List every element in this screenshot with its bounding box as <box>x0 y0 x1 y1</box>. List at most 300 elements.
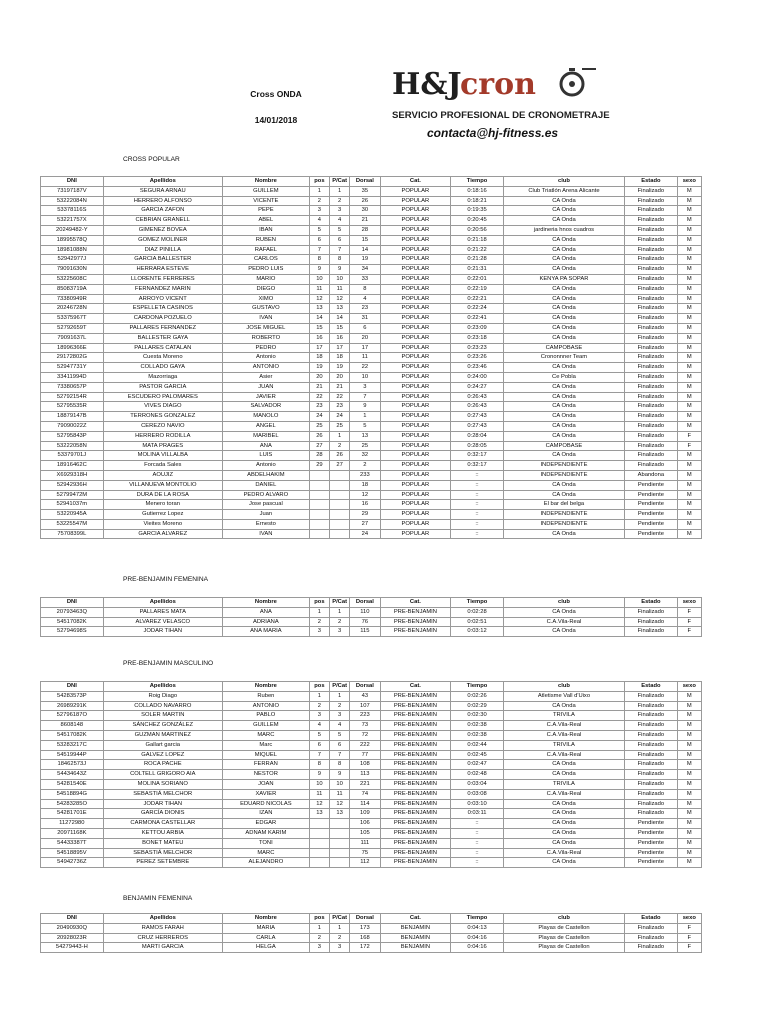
cell-pcat: 21 <box>330 382 350 392</box>
cell-tiempo: 0:32:17 <box>451 461 504 471</box>
column-header-club: club <box>503 682 624 692</box>
cell-estado: Finalizado <box>625 441 678 451</box>
cell-cat: POPULAR <box>380 265 451 275</box>
cell-apellidos: GIMENEZ BOVEA <box>103 225 222 235</box>
cell-apellidos: DURA DE LA ROSA <box>103 490 222 500</box>
cell-nombre: CARLA <box>222 933 309 943</box>
cell-dorsal: 111 <box>350 838 380 848</box>
cell-estado: Pendiente <box>625 490 678 500</box>
cell-apellidos: MOLINA VILLALBA <box>103 451 222 461</box>
cell-cat: POPULAR <box>380 274 451 284</box>
column-header-nombre: Nombre <box>222 914 309 924</box>
table-row <box>41 819 702 829</box>
cell-pos <box>309 519 329 529</box>
cell-club: Playas de Castellon <box>503 923 624 933</box>
cell-nombre: TONI <box>222 838 309 848</box>
cell-pos: 1 <box>309 186 329 196</box>
cell-dni: 18879147B <box>41 412 104 422</box>
cell-pos: 1 <box>309 691 329 701</box>
cell-tiempo: :: <box>451 838 504 848</box>
hj-crono-logo-graphic <box>392 66 602 116</box>
cell-tiempo: 0:18:21 <box>451 196 504 206</box>
cell-estado: Finalizado <box>625 206 678 216</box>
cell-club: CA Onda <box>503 701 624 711</box>
cell-club: CA Onda <box>503 838 624 848</box>
cell-apellidos: HERRERO RODILLA <box>103 431 222 441</box>
cell-dni: 53225608C <box>41 274 104 284</box>
cell-dni: 18996366E <box>41 343 104 353</box>
cell-nombre: JAVIER <box>222 392 309 402</box>
cell-nombre: ALEJANDRO <box>222 858 309 868</box>
cell-sexo: M <box>677 235 701 245</box>
cell-tiempo: :: <box>451 470 504 480</box>
cell-nombre: ANA <box>222 607 309 617</box>
column-header-dni: DNI <box>41 598 104 608</box>
cell-dni: 54434643Z <box>41 770 104 780</box>
cell-pos: 8 <box>309 255 329 265</box>
cell-dni: 18916462C <box>41 461 104 471</box>
cell-apellidos: GUZMAN MARTINEZ <box>103 730 222 740</box>
cell-apellidos: HERRARA ESTEVE <box>103 265 222 275</box>
cell-cat: POPULAR <box>380 519 451 529</box>
cell-cat: POPULAR <box>380 480 451 490</box>
cell-apellidos: PASTOR GARCIA <box>103 382 222 392</box>
cell-dni: 73197187V <box>41 186 104 196</box>
cell-pcat: 1 <box>330 923 350 933</box>
cell-sexo: M <box>677 750 701 760</box>
cell-club: CA Onda <box>503 382 624 392</box>
cell-pcat: 13 <box>330 304 350 314</box>
cell-pos: 3 <box>309 627 329 637</box>
cell-nombre: IVAN <box>222 529 309 539</box>
cell-apellidos: SOLER MARTIN <box>103 711 222 721</box>
cell-pcat <box>330 819 350 829</box>
cell-pos: 5 <box>309 730 329 740</box>
cell-apellidos: CARMONA CASTELLAR <box>103 819 222 829</box>
cell-pcat: 7 <box>330 245 350 255</box>
cell-sexo: M <box>677 848 701 858</box>
cell-sexo: M <box>677 392 701 402</box>
cell-dorsal: 75 <box>350 848 380 858</box>
cell-apellidos: SÁNCHEZ GONZÁLEZ <box>103 721 222 731</box>
cell-dni: 8608148 <box>41 721 104 731</box>
section-title-benjamin-femenina: BENJAMIN FEMENINA <box>123 895 193 902</box>
cell-sexo: M <box>677 711 701 721</box>
table-row <box>41 421 702 431</box>
cell-club: CA Onda <box>503 421 624 431</box>
cell-club: CA Onda <box>503 809 624 819</box>
table-row <box>41 441 702 451</box>
cell-pos <box>309 819 329 829</box>
cell-tiempo: 0:23:26 <box>451 353 504 363</box>
cell-dorsal: 107 <box>350 701 380 711</box>
cell-tiempo: 0:03:11 <box>451 809 504 819</box>
cell-tiempo: 0:22:21 <box>451 294 504 304</box>
cell-pcat: 24 <box>330 412 350 422</box>
cell-nombre: DANIEL <box>222 480 309 490</box>
cell-nombre: IZAN <box>222 809 309 819</box>
column-header-club: club <box>503 177 624 187</box>
cell-pcat <box>330 858 350 868</box>
cell-apellidos: GARCIA BALLESTER <box>103 255 222 265</box>
cell-dni: 52795535R <box>41 402 104 412</box>
cell-cat: PRE-BENJAMIN <box>380 789 451 799</box>
cell-club: TRIVILA <box>503 779 624 789</box>
cell-tiempo: 0:21:18 <box>451 235 504 245</box>
cell-pos: 14 <box>309 314 329 324</box>
cell-sexo: M <box>677 372 701 382</box>
cell-cat: POPULAR <box>380 490 451 500</box>
cell-tiempo: 0:18:16 <box>451 186 504 196</box>
cell-dorsal: 10 <box>350 372 380 382</box>
cell-dorsal: 113 <box>350 770 380 780</box>
cell-estado: Finalizado <box>625 314 678 324</box>
cell-sexo: M <box>677 421 701 431</box>
cell-pos: 6 <box>309 740 329 750</box>
cell-apellidos: MATA PRAGES <box>103 441 222 451</box>
cell-pos: 11 <box>309 284 329 294</box>
table-row <box>41 519 702 529</box>
cell-pos <box>309 500 329 510</box>
cell-dorsal: 9 <box>350 402 380 412</box>
hj-crono-logo <box>392 66 610 121</box>
cell-cat: POPULAR <box>380 304 451 314</box>
cell-nombre: ADRIANA <box>222 617 309 627</box>
cell-nombre: ADNAM KARIM <box>222 828 309 838</box>
cell-estado: Finalizado <box>625 402 678 412</box>
cell-dorsal: 223 <box>350 711 380 721</box>
cell-nombre: PEDRO LUIS <box>222 265 309 275</box>
cell-cat: POPULAR <box>380 500 451 510</box>
table-row <box>41 431 702 441</box>
cell-dorsal: 15 <box>350 235 380 245</box>
cell-sexo: M <box>677 382 701 392</box>
svg-text:H&J: H&J <box>392 67 462 102</box>
cell-pos: 26 <box>309 431 329 441</box>
cell-club: CA Onda <box>503 333 624 343</box>
column-header-pcat: P/Cat <box>330 177 350 187</box>
cell-nombre: Marc <box>222 740 309 750</box>
cell-club: jardineria hnos cuadros <box>503 225 624 235</box>
cell-pcat: 22 <box>330 392 350 402</box>
cell-cat: POPULAR <box>380 421 451 431</box>
cell-dni: 52795843P <box>41 431 104 441</box>
cell-dni: 11272980 <box>41 819 104 829</box>
cell-estado: Finalizado <box>625 760 678 770</box>
table-row <box>41 304 702 314</box>
cell-dorsal: 18 <box>350 480 380 490</box>
cell-dorsal: 114 <box>350 799 380 809</box>
cell-tiempo: :: <box>451 819 504 829</box>
cell-pos: 11 <box>309 789 329 799</box>
cell-estado: Pendiente <box>625 510 678 520</box>
cell-dni: 52942977J <box>41 255 104 265</box>
cell-pos: 13 <box>309 809 329 819</box>
cell-dni: 18981088N <box>41 245 104 255</box>
cell-club: Playas de Castellon <box>503 943 624 953</box>
cell-estado: Finalizado <box>625 461 678 471</box>
cell-apellidos: PALLARES CATALAN <box>103 343 222 353</box>
cell-pos: 1 <box>309 607 329 617</box>
cell-sexo: M <box>677 510 701 520</box>
cell-dni: 54281701E <box>41 809 104 819</box>
table-row <box>41 451 702 461</box>
cell-tiempo: 0:03:10 <box>451 799 504 809</box>
cell-dorsal: 74 <box>350 789 380 799</box>
cell-club: CA Onda <box>503 235 624 245</box>
column-header-tiempo: Tiempo <box>451 598 504 608</box>
cell-apellidos: COLLADO NAVARRO <box>103 701 222 711</box>
cell-sexo: M <box>677 799 701 809</box>
cell-pos: 1 <box>309 923 329 933</box>
cell-dorsal: 32 <box>350 451 380 461</box>
table-row <box>41 617 702 627</box>
cell-tiempo: 0:02:44 <box>451 740 504 750</box>
cell-nombre: PABLO <box>222 711 309 721</box>
cell-sexo: M <box>677 255 701 265</box>
cell-sexo: M <box>677 789 701 799</box>
cell-estado: Finalizado <box>625 294 678 304</box>
section-title-pre-benjamin-femenina: PRE-BENJAMIN FEMENINA <box>123 576 208 583</box>
cell-dni: 54518894G <box>41 789 104 799</box>
cell-pos: 10 <box>309 779 329 789</box>
cell-apellidos: CEBRIAN GRANELL <box>103 216 222 226</box>
table-row <box>41 274 702 284</box>
table-header-row <box>41 177 702 187</box>
cell-pcat <box>330 510 350 520</box>
cell-pos: 4 <box>309 721 329 731</box>
cell-cat: POPULAR <box>380 372 451 382</box>
cell-club: CA Onda <box>503 819 624 829</box>
cell-dorsal: 222 <box>350 740 380 750</box>
table-row <box>41 848 702 858</box>
cell-dorsal: 24 <box>350 529 380 539</box>
cell-sexo: M <box>677 838 701 848</box>
cell-pos <box>309 490 329 500</box>
table-row <box>41 627 702 637</box>
cell-pcat: 2 <box>330 441 350 451</box>
cell-dni: 53379701J <box>41 451 104 461</box>
cell-tiempo: 0:02:45 <box>451 750 504 760</box>
cell-cat: POPULAR <box>380 412 451 422</box>
table-header-row <box>41 598 702 608</box>
cell-cat: PRE-BENJAMIN <box>380 721 451 731</box>
cell-dorsal: 108 <box>350 760 380 770</box>
cell-pos: 22 <box>309 392 329 402</box>
cell-dni: 54279443-H <box>41 943 104 953</box>
cell-pos: 23 <box>309 402 329 412</box>
cell-tiempo: :: <box>451 480 504 490</box>
cell-cat: POPULAR <box>380 441 451 451</box>
table-row <box>41 933 702 943</box>
cell-pcat <box>330 529 350 539</box>
cell-estado: Finalizado <box>625 274 678 284</box>
cell-dorsal: 12 <box>350 490 380 500</box>
cell-dni: 52799472M <box>41 490 104 500</box>
cell-dni: 73380657P <box>41 382 104 392</box>
cell-cat: POPULAR <box>380 284 451 294</box>
cell-apellidos: Menero toran <box>103 500 222 510</box>
cell-sexo: M <box>677 294 701 304</box>
cell-club: CA Onda <box>503 216 624 226</box>
cell-apellidos: PALLARES MATA <box>103 607 222 617</box>
cell-dorsal: 14 <box>350 245 380 255</box>
cell-tiempo: 0:02:28 <box>451 607 504 617</box>
cell-cat: POPULAR <box>380 392 451 402</box>
cell-nombre: ANA <box>222 441 309 451</box>
cell-dni: 54942736Z <box>41 858 104 868</box>
cell-apellidos: CRUZ HERREROS <box>103 933 222 943</box>
cell-apellidos: Cuesta Moreno <box>103 353 222 363</box>
cell-pcat: 11 <box>330 284 350 294</box>
cell-pos: 29 <box>309 461 329 471</box>
cell-tiempo: 0:02:26 <box>451 691 504 701</box>
cell-club: CA Onda <box>503 490 624 500</box>
cell-sexo: M <box>677 363 701 373</box>
cell-dorsal: 173 <box>350 923 380 933</box>
cell-dorsal: 16 <box>350 500 380 510</box>
table-row <box>41 740 702 750</box>
cell-dorsal: 26 <box>350 196 380 206</box>
cell-estado: Finalizado <box>625 225 678 235</box>
cell-cat: POPULAR <box>380 510 451 520</box>
cell-pos: 10 <box>309 274 329 284</box>
cell-dni: 53222084N <box>41 196 104 206</box>
cell-pos: 21 <box>309 382 329 392</box>
cell-tiempo: 0:23:18 <box>451 333 504 343</box>
table-row <box>41 858 702 868</box>
cell-estado: Finalizado <box>625 431 678 441</box>
cell-tiempo: 0:21:22 <box>451 245 504 255</box>
cell-sexo: M <box>677 701 701 711</box>
cell-tiempo: 0:02:51 <box>451 617 504 627</box>
table-row <box>41 235 702 245</box>
cell-club: Ce Pobla <box>503 372 624 382</box>
cell-dni: 52792659T <box>41 323 104 333</box>
column-header-sexo: sexo <box>677 682 701 692</box>
cell-estado: Finalizado <box>625 392 678 402</box>
cell-pcat: 2 <box>330 701 350 711</box>
cell-dorsal: 34 <box>350 265 380 275</box>
cell-tiempo: 0:02:29 <box>451 701 504 711</box>
cell-pos: 16 <box>309 333 329 343</box>
results-table-pre-benjamin-masculino <box>40 681 702 868</box>
cell-sexo: M <box>677 451 701 461</box>
cell-pcat: 18 <box>330 353 350 363</box>
cell-pcat: 15 <box>330 323 350 333</box>
cell-tiempo: 0:24:27 <box>451 382 504 392</box>
cell-sexo: F <box>677 607 701 617</box>
cell-pcat: 3 <box>330 943 350 953</box>
cell-dni: 20249482-Y <box>41 225 104 235</box>
cell-club: CA Onda <box>503 480 624 490</box>
cell-dorsal: 33 <box>350 274 380 284</box>
cell-sexo: M <box>677 519 701 529</box>
cell-dni: 54283285O <box>41 799 104 809</box>
cell-nombre: VICENTE <box>222 196 309 206</box>
cell-apellidos: JODAR TIHAN <box>103 627 222 637</box>
cell-dorsal: 31 <box>350 314 380 324</box>
column-header-dni: DNI <box>41 682 104 692</box>
table-row <box>41 770 702 780</box>
cell-club: CA Onda <box>503 255 624 265</box>
table-row <box>41 363 702 373</box>
cell-estado: Finalizado <box>625 809 678 819</box>
cell-dorsal: 172 <box>350 943 380 953</box>
cell-dni: 85083719A <box>41 284 104 294</box>
column-header-sexo: sexo <box>677 177 701 187</box>
cell-dni: 18462573J <box>41 760 104 770</box>
table-row <box>41 510 702 520</box>
cell-club: CA Onda <box>503 304 624 314</box>
cell-tiempo: 0:20:45 <box>451 216 504 226</box>
cell-pcat: 1 <box>330 691 350 701</box>
cell-tiempo: 0:02:38 <box>451 721 504 731</box>
cell-tiempo: :: <box>451 828 504 838</box>
cell-pcat: 12 <box>330 294 350 304</box>
cell-nombre: IBAN <box>222 225 309 235</box>
table-row <box>41 402 702 412</box>
cell-dni: 52794698S <box>41 627 104 637</box>
cell-pos: 9 <box>309 265 329 275</box>
cell-nombre: MARC <box>222 848 309 858</box>
cell-apellidos: PALLARES FERNANDEZ <box>103 323 222 333</box>
cell-dorsal: 43 <box>350 691 380 701</box>
cell-sexo: M <box>677 284 701 294</box>
cell-apellidos: GARCIA ZAFON <box>103 206 222 216</box>
cell-dorsal: 20 <box>350 333 380 343</box>
cell-apellidos: Forcada Sales <box>103 461 222 471</box>
svg-text:cron: cron <box>460 67 536 102</box>
cell-tiempo: :: <box>451 500 504 510</box>
cell-estado: Finalizado <box>625 789 678 799</box>
cell-dorsal: 76 <box>350 617 380 627</box>
cell-sexo: M <box>677 779 701 789</box>
cell-pos: 15 <box>309 323 329 333</box>
cell-tiempo: 0:28:05 <box>451 441 504 451</box>
cell-club: CA Onda <box>503 245 624 255</box>
cell-sexo: M <box>677 721 701 731</box>
cell-nombre: HELGA <box>222 943 309 953</box>
cell-apellidos: ROCA PACHE <box>103 760 222 770</box>
cell-pos: 2 <box>309 196 329 206</box>
cell-pos <box>309 828 329 838</box>
cell-cat: PRE-BENJAMIN <box>380 838 451 848</box>
cell-pcat <box>330 848 350 858</box>
cell-pos: 6 <box>309 235 329 245</box>
column-header-estado: Estado <box>625 598 678 608</box>
cell-tiempo: 0:04:16 <box>451 933 504 943</box>
cell-tiempo: 0:27:43 <box>451 412 504 422</box>
cell-nombre: ABEL <box>222 216 309 226</box>
cell-nombre: ANA MARIA <box>222 627 309 637</box>
cell-pcat: 27 <box>330 461 350 471</box>
cell-club: TRIVILA <box>503 740 624 750</box>
cell-tiempo: 0:19:35 <box>451 206 504 216</box>
cell-cat: POPULAR <box>380 461 451 471</box>
cell-apellidos: CEREZO NAVIO <box>103 421 222 431</box>
cell-tiempo: 0:02:30 <box>451 711 504 721</box>
section-title-cross-popular: CROSS POPULAR <box>123 156 180 163</box>
cell-nombre: EDUARD NICOLAS <box>222 799 309 809</box>
cell-pcat: 9 <box>330 770 350 780</box>
cell-pcat: 3 <box>330 627 350 637</box>
cell-sexo: M <box>677 353 701 363</box>
cell-club: Atletisme Vall d'Uixo <box>503 691 624 701</box>
cell-apellidos: GARCIA ALVAREZ <box>103 529 222 539</box>
table-row <box>41 343 702 353</box>
cell-nombre: ANGEL <box>222 421 309 431</box>
